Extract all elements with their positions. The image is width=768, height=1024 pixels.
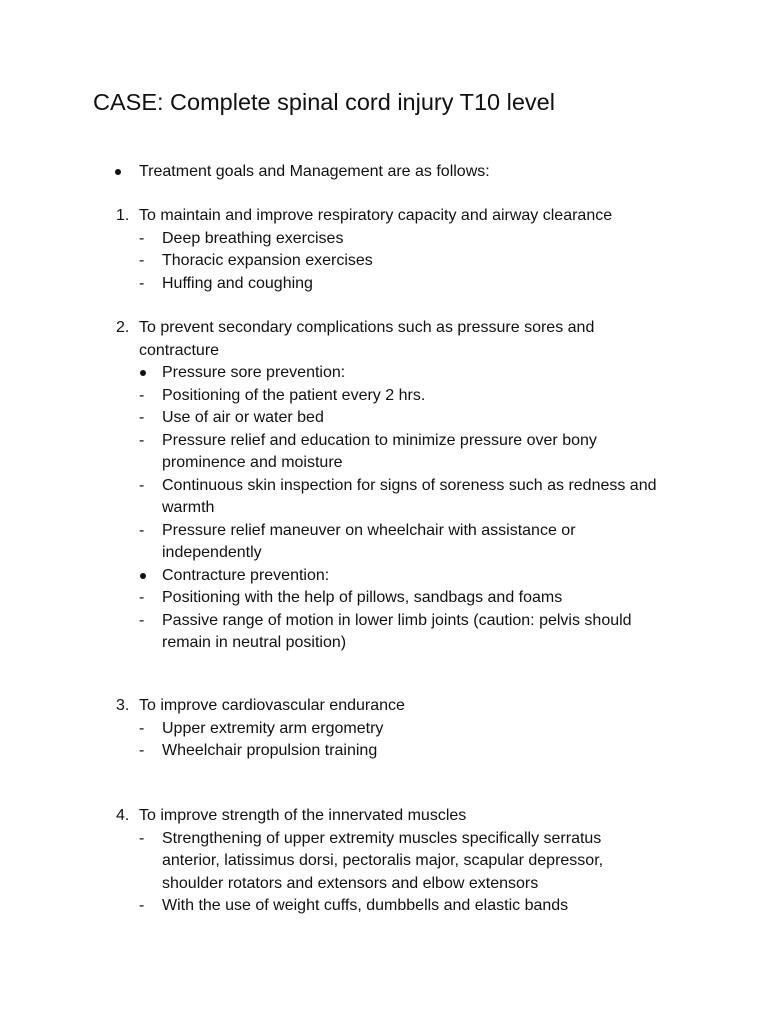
list-item-text: Huffing and coughing	[162, 274, 313, 292]
list-item-text: independently	[162, 544, 262, 561]
list-item-text: Contracture prevention:	[162, 566, 330, 584]
list-item-text: warmth	[162, 499, 215, 516]
list-item-text: Passive range of motion in lower limb joints (caution: pelvis should	[162, 611, 632, 629]
dash-marker: -	[139, 431, 145, 449]
goal-number: 4.	[116, 807, 130, 824]
list-item-text: Wheelchair propulsion training	[162, 742, 378, 759]
dash-marker: -	[139, 897, 145, 914]
dash-marker: -	[139, 829, 145, 847]
dash-marker: -	[139, 476, 145, 494]
dash-marker: -	[139, 274, 145, 292]
goal-number: 2.	[116, 319, 130, 336]
list-item-text: Positioning of the patient every 2 hrs.	[162, 386, 426, 404]
list-item-text: remain in neutral position)	[162, 634, 347, 651]
intro-bullet-icon	[115, 169, 121, 175]
intro-text: Treatment goals and Management are as follows:	[139, 163, 490, 180]
dash-marker: -	[139, 252, 145, 269]
dash-marker: -	[139, 229, 145, 247]
list-item-text: shoulder rotators and extensors and elbow extensors	[162, 874, 539, 892]
list-item-text: anterior, latissimus dorsi, pectoralis major, scapular depressor,	[162, 852, 604, 869]
dash-marker: -	[139, 409, 145, 426]
list-item-text: Upper extremity arm ergometry	[162, 719, 384, 737]
list-item-text: prominence and moisture	[162, 454, 343, 471]
page-title: CASE: Complete spinal cord injury T10 level	[93, 89, 555, 115]
goal-heading: To improve strength of the innervated muscles	[139, 807, 467, 824]
goal-heading: To improve cardiovascular endurance	[139, 697, 405, 714]
list-item-text: Deep breathing exercises	[162, 229, 344, 247]
goal-number: 3.	[116, 697, 130, 714]
dash-marker: -	[139, 611, 145, 629]
dash-marker: -	[139, 386, 145, 404]
list-item-text: With the use of weight cuffs, dumbbells and elastic bands	[162, 897, 569, 914]
list-item-text: Pressure sore prevention:	[162, 364, 346, 381]
goal-number: 1.	[116, 207, 130, 224]
list-item-text: Pressure relief maneuver on wheelchair with assistance or	[162, 521, 576, 539]
dash-marker: -	[139, 521, 145, 539]
list-item-text: Use of air or water bed	[162, 409, 324, 426]
sub-bullet-icon	[140, 573, 146, 579]
list-item-text: Continuous skin inspection for signs of soreness such as redness and	[162, 476, 657, 494]
list-item-text: Thoracic expansion exercises	[162, 252, 373, 269]
goal-heading: To prevent secondary complications such as pressure sores and	[139, 319, 595, 336]
goal-heading: contracture	[139, 341, 220, 359]
dash-marker: -	[139, 742, 145, 759]
sub-bullet-icon	[140, 370, 146, 376]
dash-marker: -	[139, 589, 145, 606]
goal-heading: To maintain and improve respiratory capacity and airway clearance	[139, 207, 613, 224]
list-item-text: Pressure relief and education to minimize pressure over bony	[162, 431, 597, 449]
dash-marker: -	[139, 719, 145, 737]
list-item-text: Strengthening of upper extremity muscles specifically serratus	[162, 829, 602, 847]
list-item-text: Positioning with the help of pillows, sandbags and foams	[162, 589, 563, 606]
